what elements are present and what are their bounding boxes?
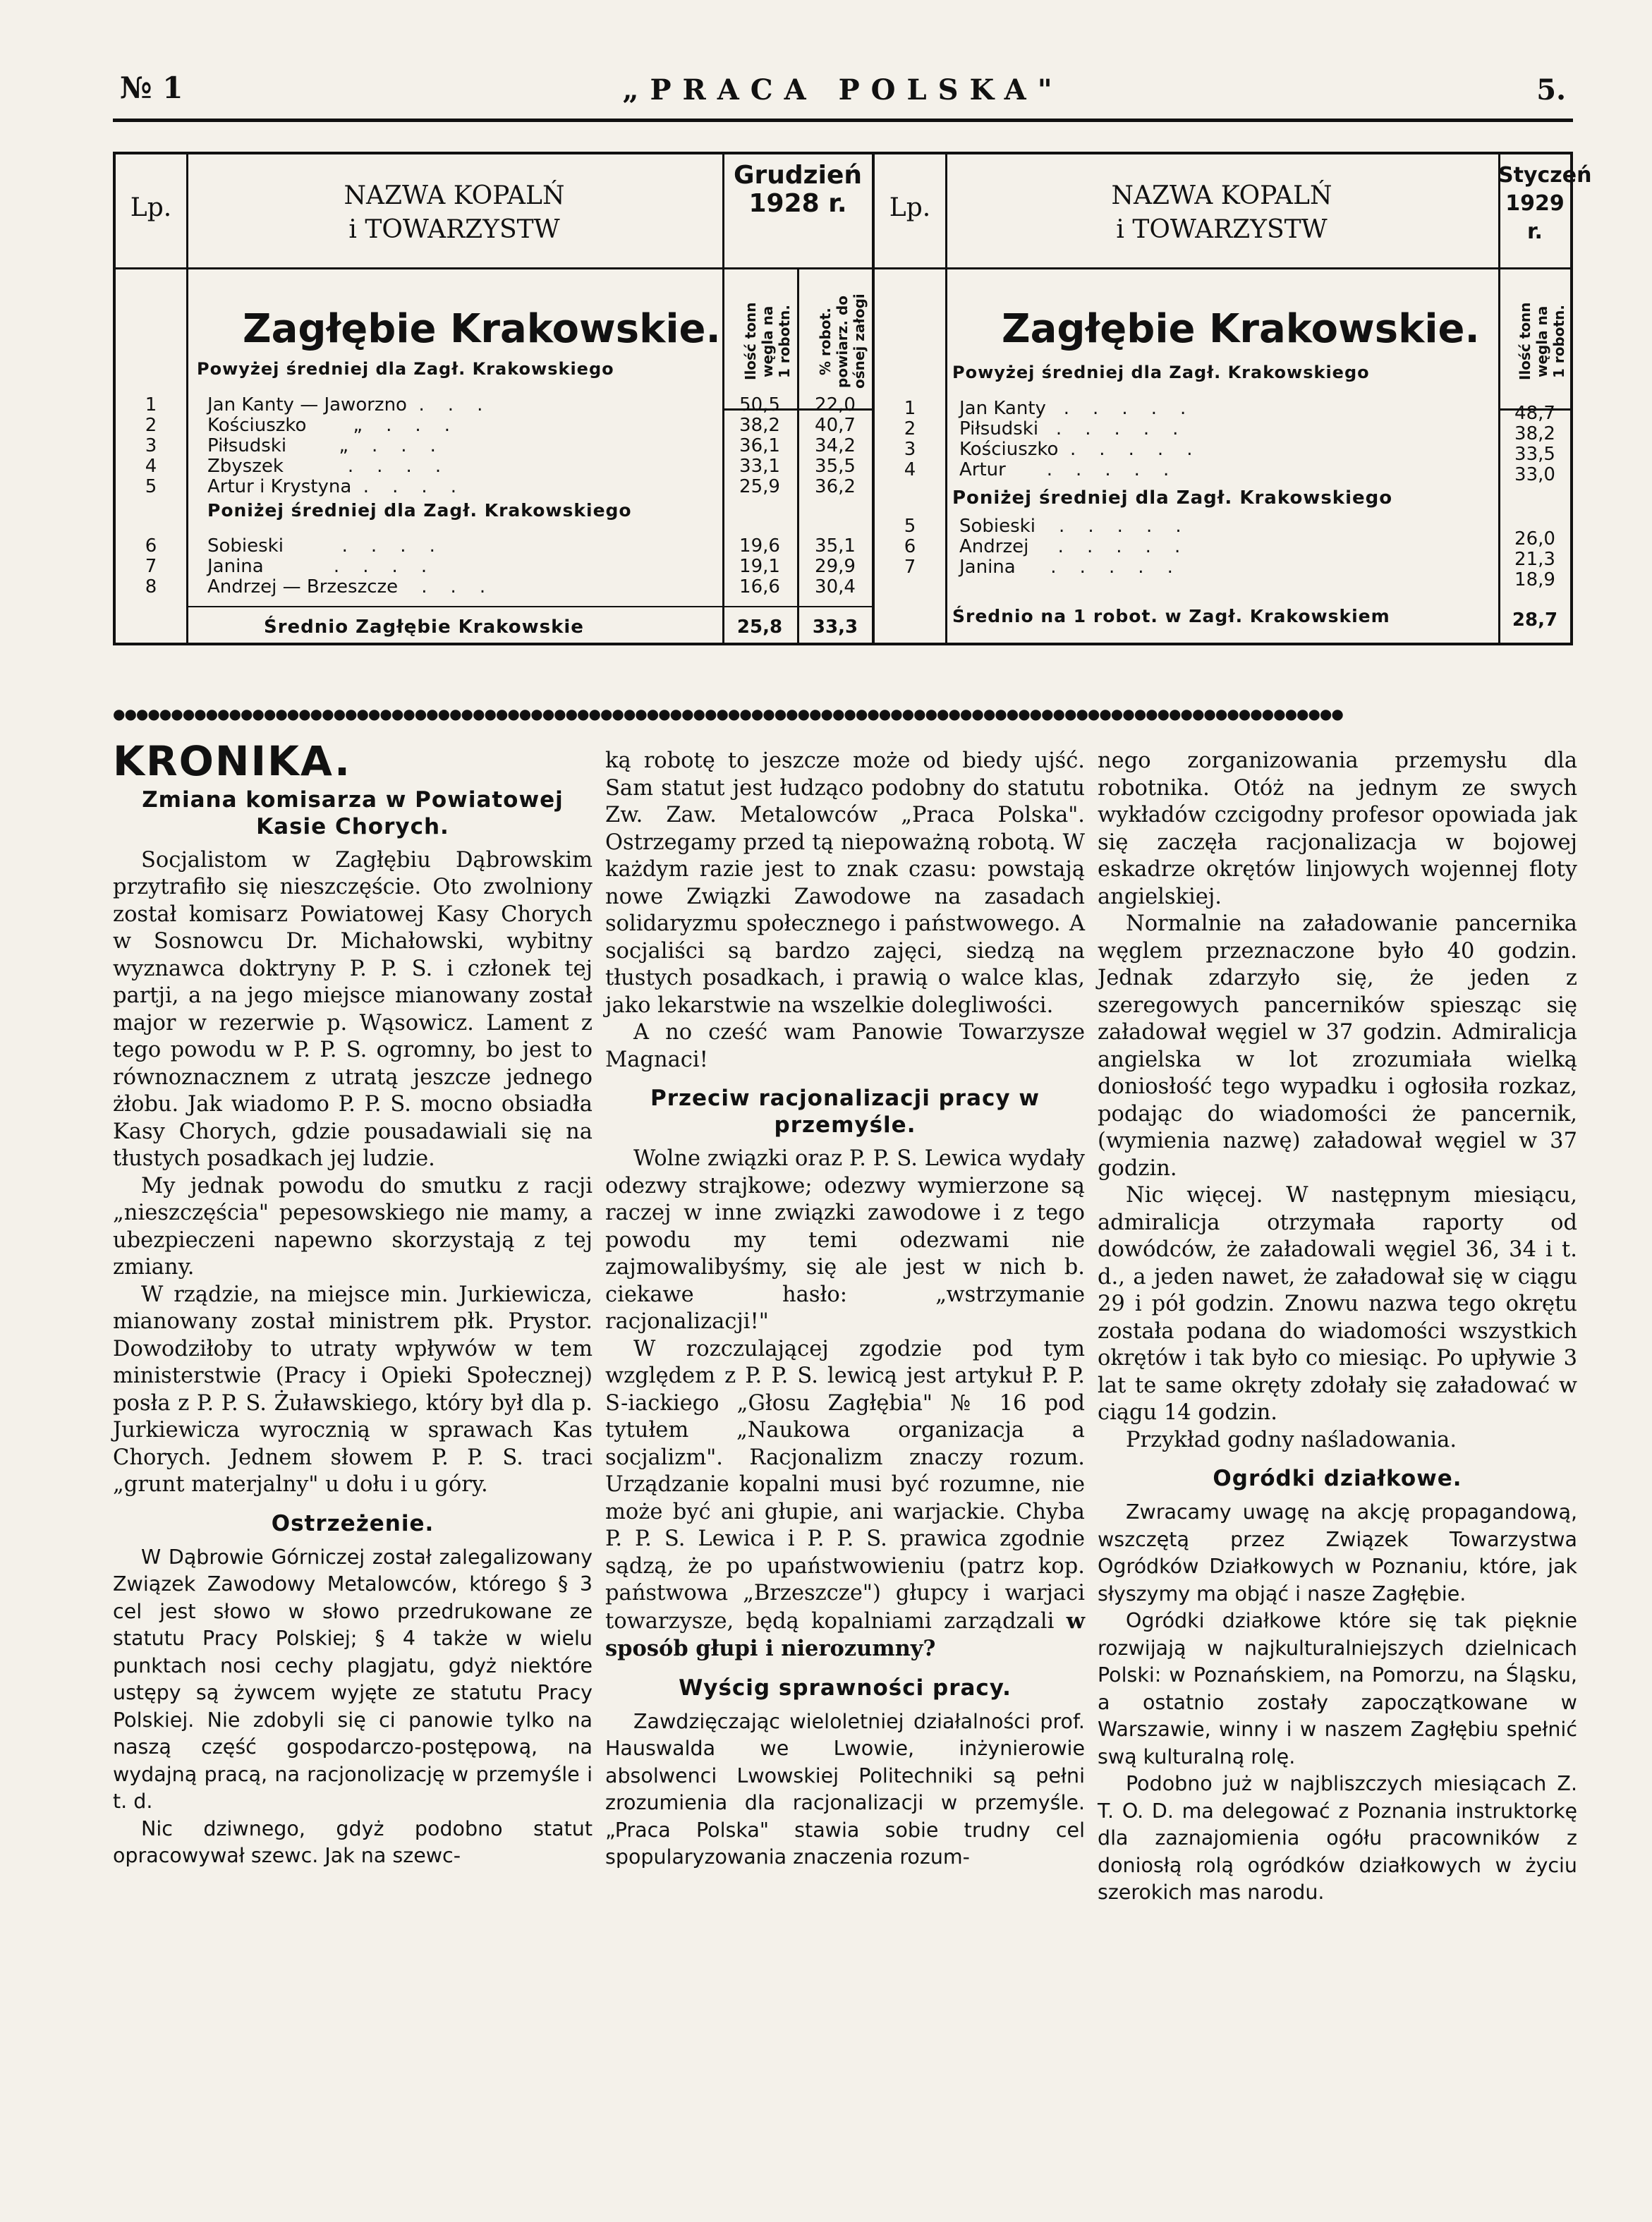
article-paragraph: My jednak powodu do smutku z racji „nieszczęścia" pepesowskiego nie mamy, a ubezpieczeni napewno skorzystają z tej zmiany. [113,1173,593,1280]
article-paragraph: Socjalistom w Zagłębiu Dąbrowskim przytrafiło się nieszczęście. Oto zwolniony został komisarz Powiatowej Kasy Chorych w Sosnowcu Dr. Michałowski, wybitny wyznawca doktryny P. P. S. i członek tej partji, a na jego miejsce mianowany został major w rezerwie p. Wąsowicz. Lament z tego powodu w P. P. S. ogromny, bo jest to równoznacznem z utratą jeszcze jednego żłobu. Jak wiadomo P. P. S. mocno obsiadła Kasy Chorych, gdzie pousadawiali się na tłustych posadkach jej ludzie. [113,847,593,1171]
left-average-label: Średnio Zagłębie Krakowskie [264,617,584,638]
dotted-separator: ●●●●●●●●●●●●●●●●●●●●●●●●●●●●●●●●●●●●●●●●●●●●●●●●●●●●●●●●●●●●●●●●●●●●●●●●●●●●●●●●●●●●●●●●●●●●●●●●●●●●●●●●●● [113,705,1343,722]
right-row-4-number: 4 [904,459,916,480]
article-column-3 [1098,748,1577,1907]
article-paragraph: Zawdzięczając wieloletniej działalności prof. Hauswalda we Lwowie, inżynierowie absolwenci Lwowskiej Politechniki są pełni zrozumienia dla racjonalizacji w przemyśle. „Praca Polska" stawia sobie trudny cel spopularyzowania znaczenia rozum- [605,1709,1085,1869]
left-row-1-v2: 22,0 [815,394,856,415]
kronika-heading: KRONIKA. [113,737,351,785]
right-row-5-number: 5 [904,516,916,537]
left-row-5-v1: 25,9 [739,476,780,497]
article-column-2 [605,748,1085,1871]
header-rule [113,119,1573,122]
right-row-3-name: Kościuszko . . . . . [959,439,1193,460]
left-row-3-number: 3 [145,435,157,456]
article-emphasis: w sposób głupi i nierozumny? [605,1608,1085,1661]
article-paragraph: W rządzie, na miejsce min. Jurkiewicza, mianowany został ministrem płk. Prystor. Dowodziłoby to utraty wpływów w tem ministerstwie (Pracy i Opieki Społecznej) posła z P. P. S. Żuławskiego, który był dla p. Jurkiewicza wyrocznią w sprawach Kas Chorych. Jednem słowem P. P. S. traci „grunt materjalny" u dołu i u góry. [113,1282,593,1497]
left-row-5-number: 5 [145,476,157,497]
article-paragraph: Nic więcej. W następnym miesiącu, admiralicja otrzymała raporty od dowódców, że załadowali węgiel 36, 34 i t. d., a jeden nawet, że załadował się w ciągu 29 i pół godzin. Znowu nazwa tego okrętu została podana do wiadomości wszystkich okrętów i tak było co miesiąc. Po upływie 3 lat te same okręty zdołały się załadować w ciągu 14 godzin. [1098,1183,1577,1425]
left-below-label: Poniżej średniej dla Zagł. Krakowskiego [207,500,632,521]
left-row-6-number: 6 [145,535,157,557]
left-average-v1: 25,8 [736,617,783,638]
left-row-7-name: Janina . . . . [207,556,427,577]
left-row-6-v1: 19,6 [739,535,780,557]
right-row-3-number: 3 [904,439,916,460]
left-lp-header: Lp. [130,193,172,222]
right-row-7-name: Janina . . . . . [959,557,1173,578]
right-row-5-name: Sobieski . . . . . [959,516,1182,537]
left-row-8-v2: 30,4 [815,576,856,597]
page-number: 5. [1536,73,1566,107]
article-paragraph: Ogródki działkowe które się tak pięknie rozwijają w najkulturalniejszych dzielnicach Polski: w Poznańskiem, na Pomorzu, na Śląsku, a ostatnio zostały zapoczątkowane w Warszawie, winny i w naszem Zagłębiu spełnić swą kulturalną rolę. [1098,1609,1577,1768]
right-row-7-v1: 18,9 [1514,569,1555,590]
left-date-header [722,162,873,218]
left-date-header-month: Grudzień [733,161,863,190]
right-average-label: Średnio na 1 robot. w Zagł. Krakowskiem [952,606,1390,626]
article-paragraph: Zwracamy uwagę na akcję propagandową, wszczętą przez Związek Towarzystwa Ogródków Działkowych w Poznaniu, które, jak słyszymy ma objąć i nasze Zagłębie. [1098,1500,1577,1605]
left-row-4-v1: 33,1 [739,456,780,477]
article-title-wyscig: Wyścig sprawności pracy. [679,1675,1012,1701]
newspaper-title: „PRACA POLSKA" [622,73,1064,107]
left-row-8-v1: 16,6 [739,576,780,597]
left-row-1-name: Jan Kanty — Jaworzno . . . [207,394,483,415]
right-date-header-year: 1929 r. [1505,191,1565,244]
article-paragraph: ką robotę to jeszcze może od biedy ujść. Sam statut jest łudząco podobny do statutu Zw. Zaw. Metalowców „Praca Polska". Ostrzegamy przed tą niepoważną robotą. W każdym razie jest to znak czasu: powstają nowe Związki Zawodowe na zasadach solidaryzmu społecznego i państwowego. A socjaliści są bardzo zajęci, siedzą na tłustych posadkach, i prawią o walce klas, jako lekarstwie na wszelkie dolegliwości. [605,748,1085,1018]
article-title-racjonalizacja: Przeciw racjonalizacji pracy w przemyśle. [650,1086,1040,1138]
right-name-header-line1: NAZWA KOPALŃ [1111,181,1332,210]
right-row-7-number: 7 [904,557,916,578]
left-row-3-v2: 34,2 [815,435,856,456]
right-row-6-v1: 21,3 [1514,549,1555,570]
left-row-5-name: Artur i Krystyna . . . . [207,476,457,497]
left-row-5-v2: 36,2 [815,476,856,497]
left-row-3-name: Piłsudski „ . . . [207,435,436,456]
right-row-6-name: Andrzej . . . . . [959,536,1181,557]
left-col2-header: % robot. powiarz. do ośnej załogi [817,293,868,389]
left-col1-header: Ilość tonn węgla na 1 robotn. [742,302,793,381]
article-paragraph: W Dąbrowie Górniczej został zalegalizowany Związek Zawodowy Metalowców, którego § 3 cel jest słowo w słowo przedrukowane ze statutu Pracy Polskiej; § 4 także w wielu punktach nosi cechy plagjatu, gdyż niektóre ustępy są żywcem wyjęte ze statutu Pracy Polskiej. Nie zdobyli się ci panowie tylko na naszą część gospodarczo-postępową, na wydajną pracą, na racjonolizację w przemyśle i t. d. [113,1545,593,1813]
right-row-1-v1: 48,7 [1514,403,1555,424]
right-row-3-v1: 33,5 [1514,444,1555,465]
right-lp-header: Lp. [889,193,931,222]
right-col1-header: Ilość tonn węgla na 1 robotn. [1517,302,1567,381]
left-row-2-number: 2 [145,415,157,436]
right-date-header-month: Styczeń [1498,163,1592,188]
left-table [113,152,875,645]
left-row-4-number: 4 [145,456,157,477]
left-row-7-number: 7 [145,556,157,577]
left-above-label: Powyżej średniej dla Zagł. Krakowskiego [197,359,614,379]
right-row-4-v1: 33,0 [1514,464,1555,485]
left-region-title: Zagłębie Krakowskie. [243,306,721,352]
right-name-header-line2: i TOWARZYSTW [1116,215,1328,244]
article-paragraph: Normalnie na załadowanie pancernika węglem przeznaczone było 40 godzin. Jednak zdarzyło się, że jeden z szeregowych pancerników spiesząc się załadował węgiel w 37 godzin. Admiralicja angielska w lot zrozumiała wielką doniosłość tego wypadku i ogłosiła rozkaz, podając do wiadomości że pancernik, (wymienia nazwę) załadował węgiel w 37 godzin. [1098,911,1577,1181]
left-row-3-v1: 36,1 [739,435,780,456]
left-date-header-year: 1928 r. [748,189,847,218]
right-row-1-name: Jan Kanty . . . . . [959,398,1186,419]
right-above-label: Powyżej średniej dla Zagł. Krakowskiego [952,363,1370,382]
right-row-6-number: 6 [904,536,916,557]
left-row-2-v2: 40,7 [815,415,856,436]
left-name-header-line2: i TOWARZYSTW [348,215,560,244]
left-row-1-number: 1 [145,394,157,415]
right-name-header [945,179,1498,247]
left-row-2-name: Kościuszko „ . . . [207,415,450,436]
left-average-v2: 33,3 [812,617,858,638]
article-paragraph: Podobno już w najbliszczych miesiącach Z. T. O. D. ma delegować z Poznania instruktorkę dla zaznajomienia ogółu pracowników z doniosłą rolą ogródków działkowych w życiu szerokich mas narodu. [1098,1772,1577,1904]
left-row-1-v1: 50,5 [739,394,780,415]
article-paragraph: Wolne związki oraz P. P. S. Lewica wydały odezwy strajkowe; odezwy wymierzone są raczej w inne związki zawodowe i z tego powodu my temi odezwami nie zajmowalibyśmy, się ale jest w nich b. ciekawe hasło: „wstrzymanie racjonalizacji!" [605,1146,1085,1334]
left-row-7-v1: 19,1 [739,556,780,577]
right-row-2-v1: 38,2 [1514,423,1555,444]
right-row-1-number: 1 [904,398,916,419]
article-title-komisarz: Zmiana komisarza w Powiatowej Kasie Chorych. [142,787,564,839]
article-paragraph: nego zorganizowania przemysłu dla robotnika. Otóż na jednym ze swych wykładów czcigodny profesor opowiada jak się zaczęła racjonalizacja w bojowej eskadrze okrętów linjowych wojennej floty angielskiej. [1098,748,1577,909]
article-paragraph: Przykład godny naśladowania. [1126,1427,1457,1452]
right-region-title: Zagłębie Krakowskie. [1002,306,1480,352]
left-row-4-v2: 35,5 [815,456,856,477]
article-paragraph: A no cześć wam Panowie Towarzysze Magnaci! [605,1020,1085,1072]
issue-number: № 1 [120,71,183,105]
right-row-5-v1: 26,0 [1514,528,1555,550]
left-row-8-name: Andrzej — Brzeszcze . . . [207,576,486,597]
left-row-6-name: Sobieski . . . . [207,535,435,557]
right-table [872,152,1592,645]
left-name-header [186,179,722,247]
right-average-v1: 28,7 [1512,609,1558,631]
left-row-2-v1: 38,2 [739,415,780,436]
article-column-1 [113,737,593,1870]
article-title-ogrodki: Ogródki działkowe. [1213,1466,1462,1491]
right-row-2-number: 2 [904,418,916,439]
right-row-4-name: Artur . . . . . [959,459,1170,480]
right-row-2-name: Piłsudski . . . . . [959,418,1179,439]
right-date-header [1498,162,1592,246]
right-subheader-box [1498,267,1572,411]
article-paragraph: Nic dziwnego, gdyż podobno statut opracowywał szewc. Jak na szewc- [113,1816,593,1867]
article-paragraph [605,1336,1085,1663]
left-row-6-v2: 35,1 [815,535,856,557]
left-row-7-v2: 29,9 [815,556,856,577]
left-row-8-number: 8 [145,576,157,597]
article-title-ostrzezenie: Ostrzeżenie. [271,1510,435,1536]
article-text: W rozczulającej zgodzie pod tym względem z P. P. S. lewicą jest artykuł P. P. S-iackiego „Głosu Zagłębia" № 16 pod tytułem „Naukowa organizacja a socjalizm". Racjonalizm znaczy rozum. Urządzanie kopalni musi być rozumne, nie może być ani głupie, ani warjackie. Chyba P. P. S. Lewica i P. P. S. prawica zgodnie sądzą, że po upaństwowieniu (patrz kop. państwowa „Brzeszcze") głupcy i warjaci towarzysze, będą kopalniami zarządzali [605,1336,1085,1634]
right-below-label: Poniżej średniej dla Zagł. Krakowskiego [952,487,1393,509]
left-row-4-name: Zbyszek . . . . [207,456,442,477]
left-name-header-line1: NAZWA KOPALŃ [344,181,565,210]
left-average-rule [186,606,872,607]
